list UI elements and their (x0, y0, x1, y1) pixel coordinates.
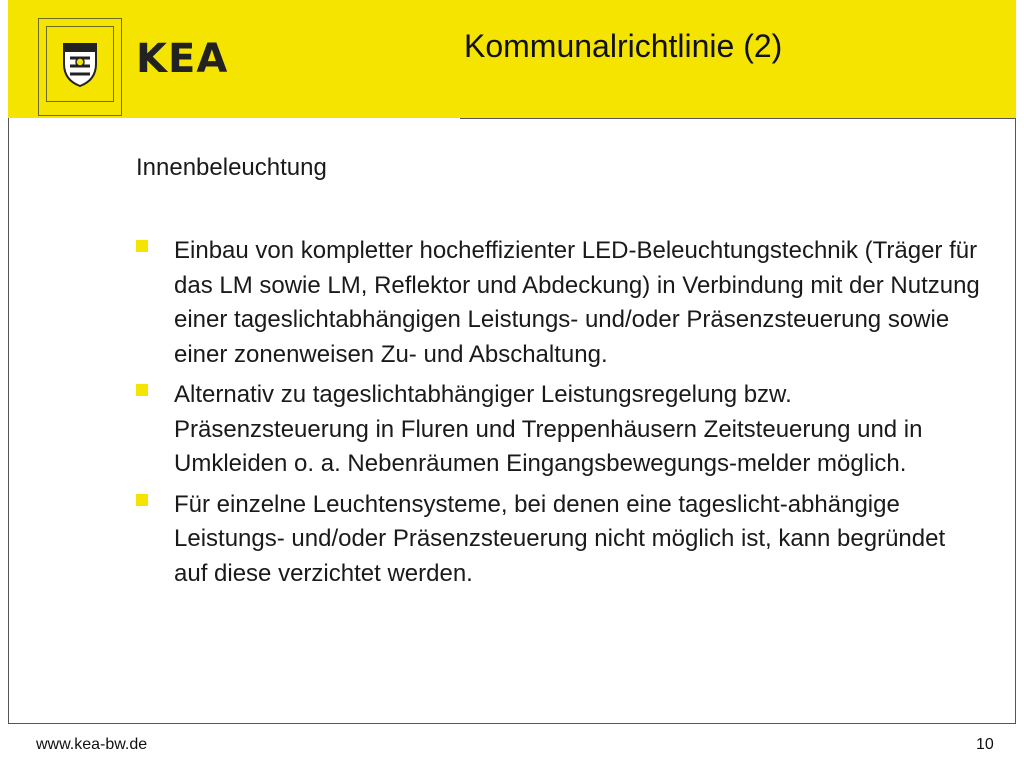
page-number: 10 (976, 736, 994, 753)
slide-title: Kommunalrichtlinie (2) (464, 28, 783, 64)
section-heading: Innenbeleuchtung (136, 154, 327, 181)
bullet-item (134, 378, 984, 482)
bullet-item (134, 488, 984, 592)
bullet-text: Einbau von kompletter hocheffizienter LED-Beleuchtungstechnik (Träger für das LM sowie LM, Reflektor und Abdeckung) in Verbindung mit der Nutzung einer tageslichtabhängigen Leistungs- und/oder Präsenzsteuerung sowie einer zonenweisen Zu- und Abschaltung. (174, 237, 980, 368)
kea-logo: KEA (136, 36, 229, 82)
square-bullet-icon (136, 240, 148, 252)
bullet-text: Für einzelne Leuchtensysteme, bei denen eine tageslicht-abhängige Leistungs- und/oder Präsenzsteuerung nicht möglich ist, kann begründet auf diese verzichtet werden. (174, 490, 946, 587)
coat-of-arms-icon (60, 40, 100, 88)
bullet-item (134, 234, 984, 372)
content-frame-top-border (460, 118, 1016, 119)
square-bullet-icon (136, 494, 148, 506)
footer-url: www.kea-bw.de (36, 736, 148, 753)
bullet-text: Alternativ zu tageslichtabhängiger Leistungsregelung bzw. Präsenzsteuerung in Fluren und Treppenhäusern Zeitsteuerung und in Umkleiden o. a. Nebenräumen Eingangsbewegungs-melder möglich. (174, 381, 923, 477)
bullet-list (134, 234, 984, 597)
square-bullet-icon (136, 384, 148, 396)
